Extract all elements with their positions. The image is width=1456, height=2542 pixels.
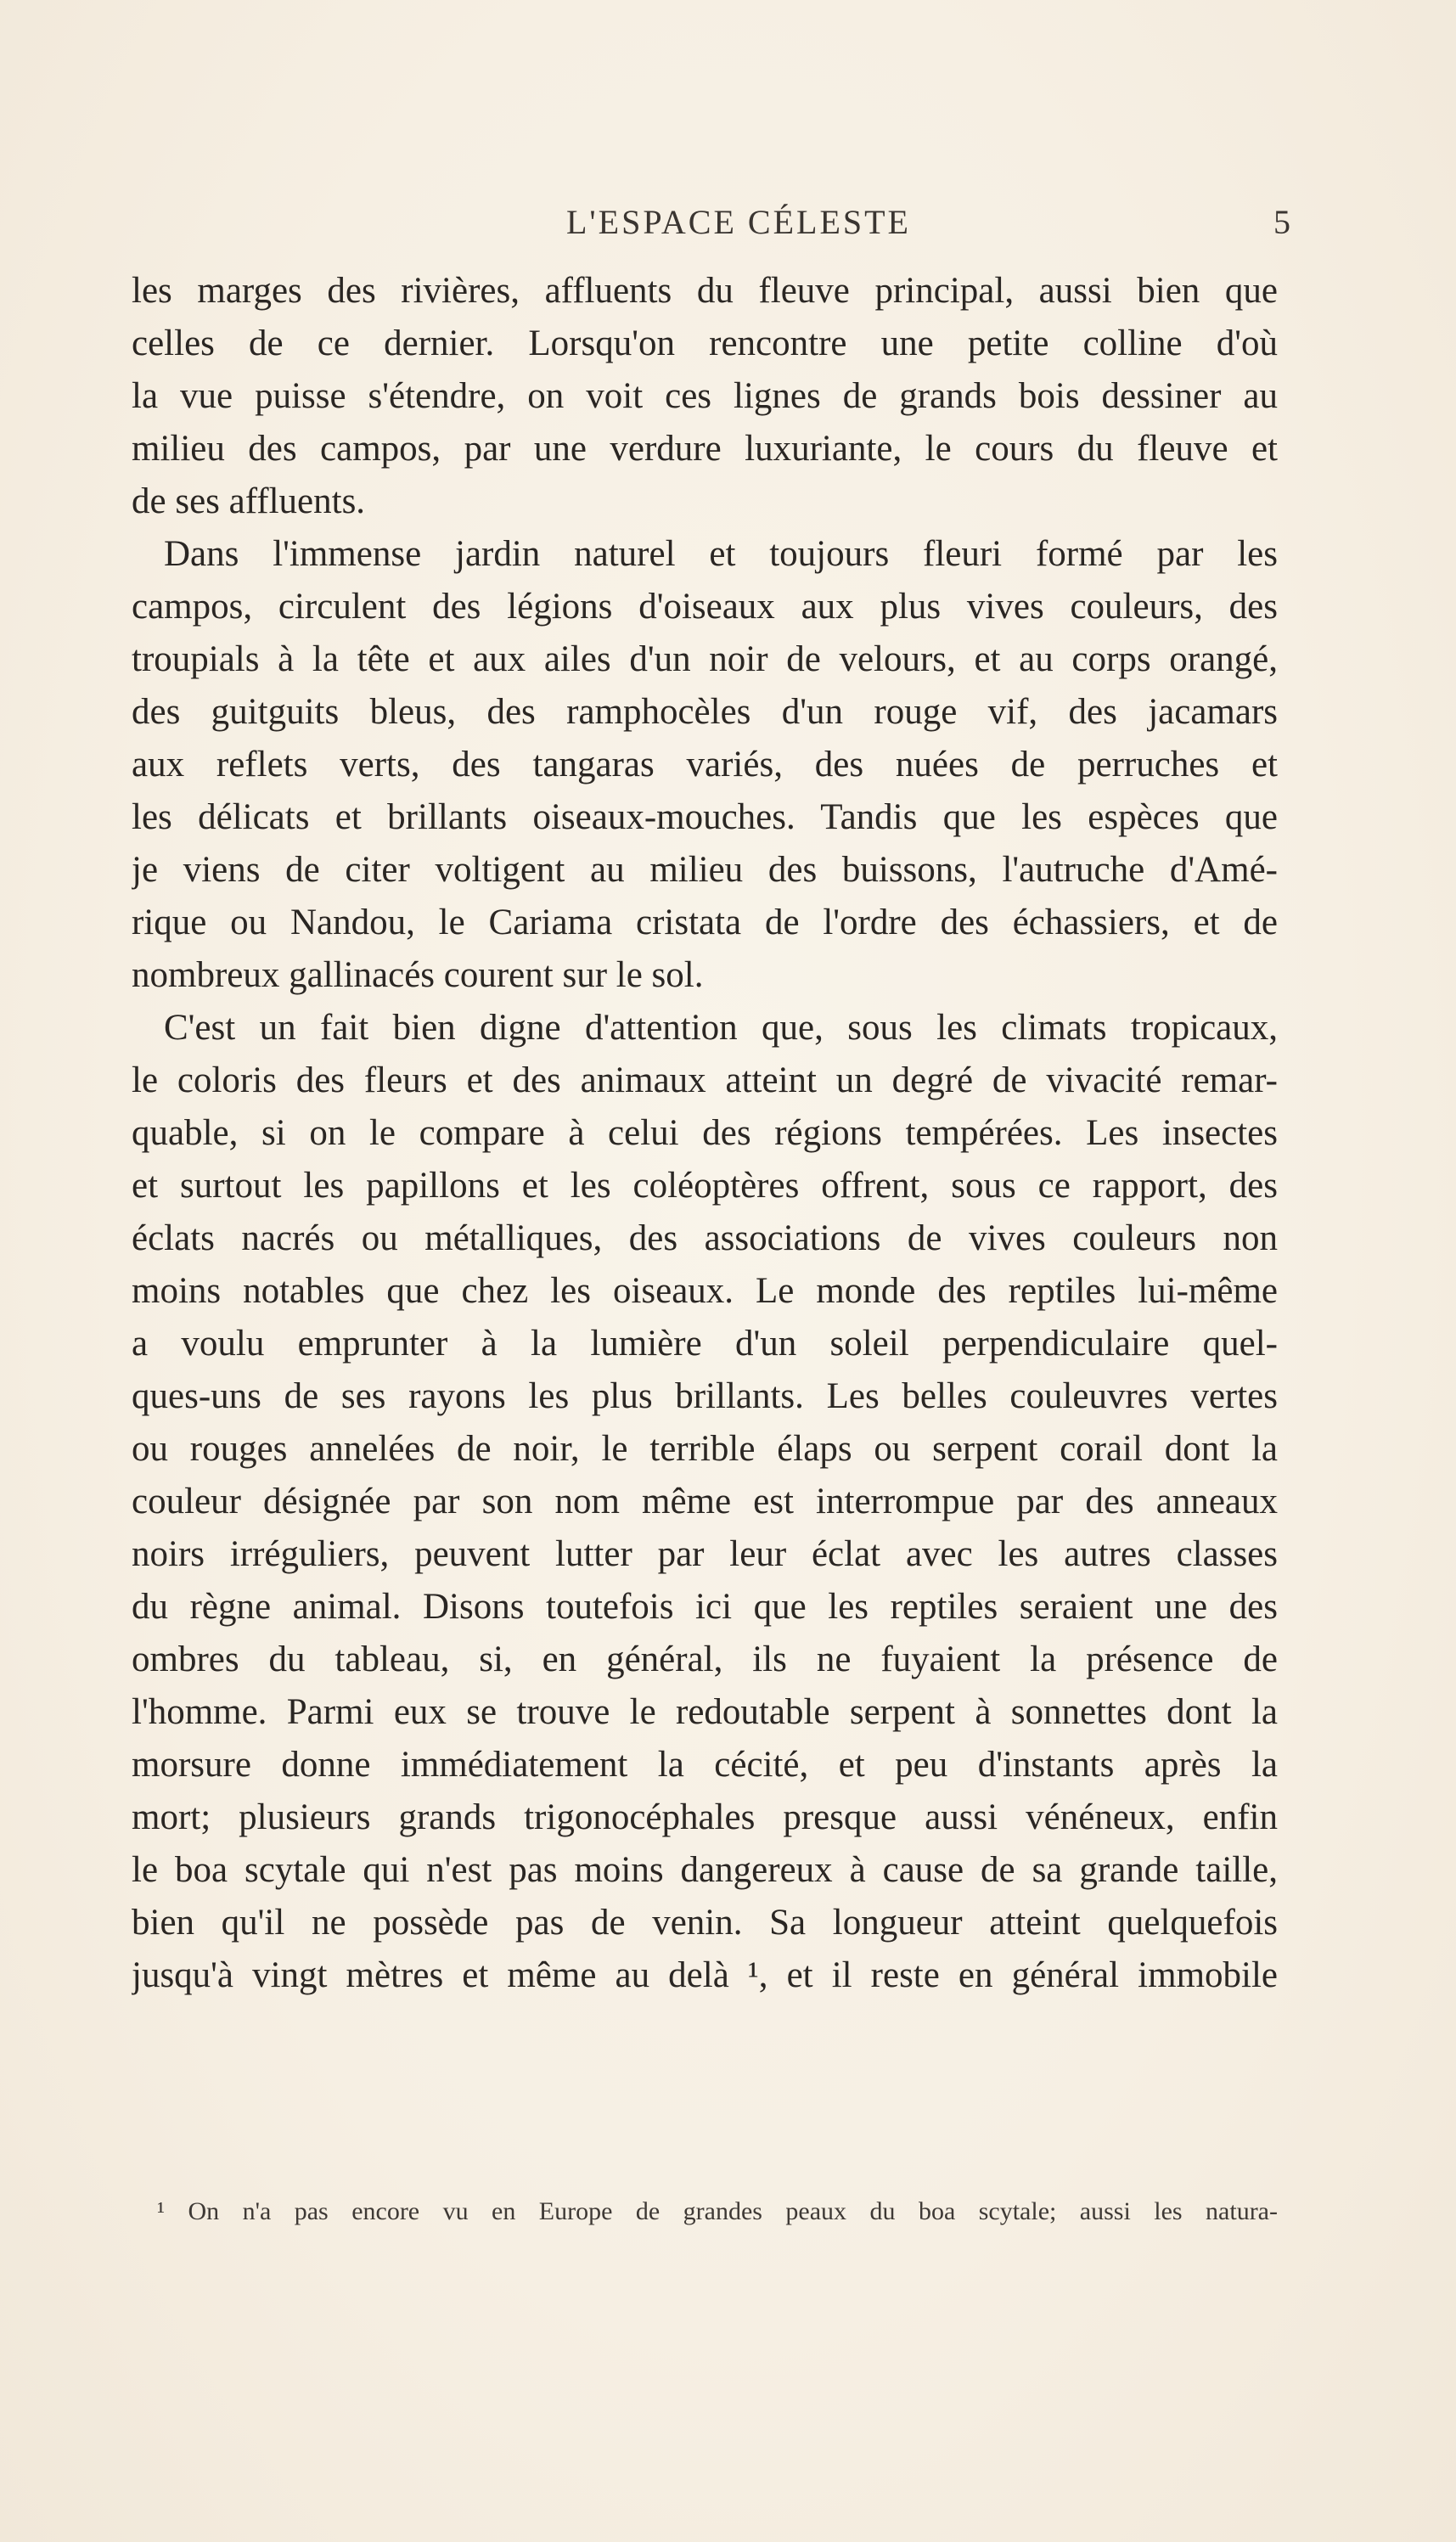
text-line: rique ou Nandou, le Cariama cristata de l'ordre des échassiers, et de — [132, 903, 1278, 942]
text-line: les délicats et brillants oiseaux-mouches. Tandis que les espèces que — [132, 797, 1278, 837]
text-line: quable, si on le compare à celui des régions tempérées. Les insectes — [132, 1113, 1278, 1153]
text-line: campos, circulent des légions d'oiseaux aux plus vives couleurs, des — [132, 587, 1278, 627]
text-line: mort; plusieurs grands trigonocéphales presque aussi vénéneux, enfin — [132, 1797, 1278, 1837]
page-number: 5 — [1273, 203, 1290, 241]
text-line: ou rouges annelées de noir, le terrible élaps ou serpent corail dont la — [132, 1429, 1278, 1469]
text-line: jusqu'à vingt mètres et même au delà ¹, et il reste en général immobile — [132, 1955, 1278, 1995]
running-title: L'ESPACE CÉLESTE — [566, 203, 911, 241]
text-line: et surtout les papillons et les coléoptères offrent, sous ce rapport, des — [132, 1166, 1278, 1206]
text-line: le coloris des fleurs et des animaux atteint un degré de vivacité remar- — [132, 1060, 1278, 1100]
text-line: nombreux gallinacés courent sur le sol. — [132, 955, 704, 995]
text-line: ques-uns de ses rayons les plus brillants. Les belles couleuvres vertes — [132, 1376, 1278, 1416]
text-line: je viens de citer voltigent au milieu des buissons, l'autruche d'Amé- — [132, 850, 1278, 890]
text-line: éclats nacrés ou métalliques, des associations de vives couleurs non — [132, 1218, 1278, 1258]
text-line: le boa scytale qui n'est pas moins dangereux à cause de sa grande taille, — [132, 1850, 1278, 1890]
text-line: de ses affluents. — [132, 481, 366, 521]
text-line: l'homme. Parmi eux se trouve le redoutable serpent à sonnettes dont la — [132, 1692, 1278, 1732]
text-line: couleur désignée par son nom même est interrompue par des anneaux — [132, 1482, 1278, 1521]
text-line: troupials à la tête et aux ailes d'un noir de velours, et au corps orangé, — [132, 639, 1278, 679]
body-text — [132, 265, 1278, 2002]
text-line: du règne animal. Disons toutefois ici que les reptiles seraient une des — [132, 1587, 1278, 1627]
text-line: C'est un fait bien digne d'attention que, sous les climats tropicaux, — [164, 1008, 1278, 1048]
text-line: des guitguits bleus, des ramphocèles d'un rouge vif, des jacamars — [132, 692, 1278, 732]
text-line: moins notables que chez les oiseaux. Le monde des reptiles lui-même — [132, 1271, 1278, 1311]
text-line: morsure donne immédiatement la cécité, et peu d'instants après la — [132, 1745, 1278, 1785]
text-line: milieu des campos, par une verdure luxuriante, le cours du fleuve et — [132, 429, 1278, 469]
text-line: les marges des rivières, affluents du fleuve principal, aussi bien que — [132, 271, 1278, 311]
text-line: a voulu emprunter à la lumière d'un soleil perpendiculaire quel- — [132, 1324, 1278, 1364]
text-line: la vue puisse s'étendre, on voit ces lignes de grands bois dessiner au — [132, 376, 1278, 416]
footnote: ¹ On n'a pas encore vu en Europe de grandes peaux du boa scytale; aussi les natura- — [157, 2197, 1278, 2225]
text-line: bien qu'il ne possède pas de venin. Sa longueur atteint quelquefois — [132, 1903, 1278, 1943]
text-line: noirs irréguliers, peuvent lutter par leur éclat avec les autres classes — [132, 1534, 1278, 1574]
text-line: aux reflets verts, des tangaras variés, des nuées de perruches et — [132, 745, 1278, 785]
text-line: ombres du tableau, si, en général, ils ne fuyaient la présence de — [132, 1639, 1278, 1679]
text-line: Dans l'immense jardin naturel et toujours fleuri formé par les — [164, 534, 1278, 574]
text-line: celles de ce dernier. Lorsqu'on rencontre une petite colline d'où — [132, 323, 1278, 363]
